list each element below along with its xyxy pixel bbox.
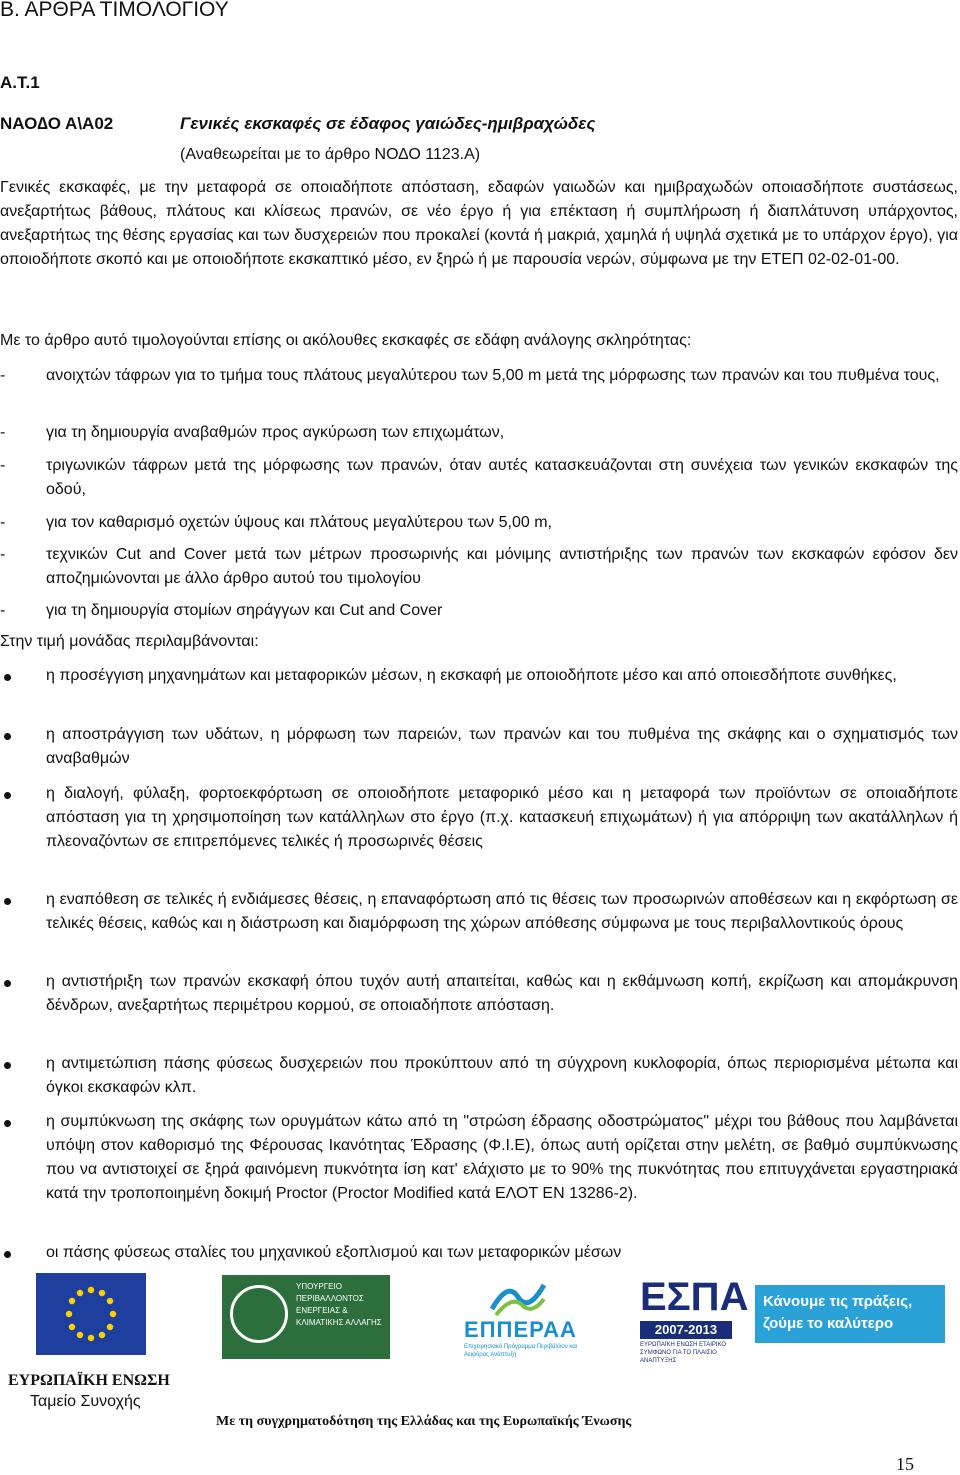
bullet-item — [0, 970, 958, 1018]
list-item — [0, 599, 958, 623]
bullet-item — [0, 1052, 958, 1100]
section-title: Β. ΑΡΘΡΑ ΤΙΜΟΛΟΓΙΟΥ — [0, 0, 229, 21]
bullet-item — [0, 1241, 958, 1265]
eperaa-sub: Επιχειρησιακό Πρόγραμμα Περιβάλλον και Αειφόρος Ανάπτυξη — [464, 1344, 578, 1358]
included-heading: Στην τιμή μονάδας περιλαμβάνονται: — [0, 633, 259, 650]
bullet-text: η αντιστήριξη των πρανών εκσκαφή όπου τυχόν αυτή απαιτείται, καθώς και η εκθάμνωση κοπή, εκρίζωση και απομάκρυνση δένδρων, ανεξαρτήτως περιμέτρου κορμού, σε οποιαδήποτε απόσταση. — [46, 973, 958, 1014]
bullet-icon — [4, 980, 11, 987]
cofund-text: Με τη συγχρηματοδότηση της Ελλάδας και της Ευρωπαϊκής Ένωσης — [216, 1414, 632, 1429]
bullet-icon — [4, 674, 11, 681]
espa-years: 2007-2013 — [640, 1321, 732, 1339]
list-item-text: τεχνικών Cut and Cover μετά των μέτρων προσωρινής και μόνιμης αντιστήριξης των πρανών των εκσκαφών εφόσον δεν αποζημιώνονται με άλλο άρθρο αυτού του τιμολογίου — [46, 546, 958, 587]
list-item-text: για τον καθαρισμό οχετών ύψους και πλάτους μεγαλύτερου των 5,00 m, — [46, 514, 552, 531]
page-number: 15 — [896, 1454, 914, 1474]
eu-flag-logo — [36, 1273, 146, 1355]
ministry-emblem-icon — [230, 1285, 288, 1343]
bullet-icon — [4, 792, 11, 799]
bullet-text: οι πάσης φύσεως σταλίες του μηχανικού εξοπλισμού και των μεταφορικών μέσων — [46, 1244, 622, 1261]
list-item-text: τριγωνικών τάφρων μετά της μόρφωσης των πρανών, όταν αυτές κατασκευάζονται στη συνέχεια των γενικών εκσκαφών της οδού, — [46, 457, 958, 498]
dash-marker: - — [0, 602, 6, 619]
bullet-icon — [4, 733, 11, 740]
ministry-text: ΥΠΟΥΡΓΕΙΟ ΠΕΡΙΒΑΛΛΟΝΤΟΣ ΕΝΕΡΓΕΙΑΣ & ΚΛΙΜΑΤΙΚΗΣ ΑΛΛΑΓΗΣ — [296, 1282, 382, 1327]
bullet-item — [0, 1110, 958, 1206]
article-title: Γενικές εκσκαφές σε έδαφος γαιώδες-ημιβραχώδες — [180, 114, 596, 133]
bullet-text: η αποστράγγιση των υδάτων, η μόρφωση των παρειών, των πρανών και του πυθμένα της σκάφης και ο σχηματισμός των αναβαθμών — [46, 726, 958, 767]
bullet-item — [0, 782, 958, 854]
dash-marker: - — [0, 457, 6, 474]
ministry-logo — [222, 1275, 390, 1359]
bullet-item — [0, 888, 958, 936]
bullet-text: η συμπύκνωση της σκάφης των ορυγμάτων κάτω από τη "στρώση έδρασης οδοστρώματος" μέχρι του βάθους που λαμβάνεται υπόψη στον καθορισμό της Φέρουσας Ικανότητας Έδρασης (Φ.Ι.Ε), όπως αυτή ορίζεται στην μελέτη, σε βαθμό συμπύκνωσης που να αντιστοιχεί σε ξηρά φαινόμενη πυκνότητα ίση κατ' ελάχιστο με το 90% της πυκνότητας που επιτυγχάνεται εργαστηριακά κατά την τροποποιημένη δοκιμή Proctor (Proctor Modified κατά ΕΛΟΤ ΕΝ 13286-2). — [46, 1113, 958, 1202]
eperaa-symbol-icon — [488, 1277, 548, 1317]
eperaa-name: ΕΠΠΕΡΑΑ — [464, 1317, 577, 1342]
dash-marker: - — [0, 546, 6, 563]
list-item — [0, 421, 958, 445]
dash-marker: - — [0, 514, 6, 531]
article-note: (Αναθεωρείται με το άρθρο ΝΟ∆Ο 1123.Α) — [180, 146, 481, 163]
bullet-icon — [4, 1120, 11, 1127]
list-item — [0, 511, 958, 535]
bullet-text: η αντιμετώπιση πάσης φύσεως δυσχερειών που προκύπτουν από τη σύγχρονη κυκλοφορία, όπως περιορισμένα μέτωπα και όγκοι εκσκαφών κλπ. — [46, 1055, 958, 1096]
list-item — [0, 543, 958, 591]
eu-stars-icon — [36, 1273, 146, 1355]
list-item-text: για τη δημιουργία αναβαθμών προς αγκύρωση των επιχωμάτων, — [46, 424, 505, 441]
espa-name: ΕΣΠΑ — [640, 1275, 749, 1319]
eperaa-logo — [460, 1275, 590, 1359]
bullet-icon — [4, 898, 11, 905]
bullet-text: η προσέγγιση μηχανημάτων και μεταφορικών μέσων, η εκσκαφή με οποιοδήποτε μέσο και από οποιεσδήποτε συνθήκες, — [46, 667, 897, 684]
bullet-text: η εναπόθεση σε τελικές ή ενδιάμεσες θέσεις, η επαναφόρτωση από τις θέσεις των προσωρινών αποθέσεων και η εκφόρτωση σε τελικές θέσεις, καθώς και η διάστρωση και διαμόρφωση της χώρων απόθεσης σύμφωνα με τους περιβαλλοντικούς όρους — [46, 891, 958, 932]
eu-name: ΕΥΡΩΠΑΪΚΗ ΕΝΩΣΗ — [8, 1372, 170, 1389]
espa-logo — [618, 1275, 749, 1364]
intro-paragraph: Γενικές εκσκαφές, με την μεταφορά σε οποιαδήποτε απόσταση, εδαφών γαιωδών και ημιβραχωδών οποιασδήποτε συστάσεως, ανεξαρτήτως βάθους, πλάτους και κλίσεως πρανών, σε νέο έργο ή για επέκταση ή συμπλήρωση ή διαπλάτυνση υπάρχοντος, ανεξαρτήτως της θέσης εργασίας και των δυσχερειών που προκαλεί (κοντά ή μακριά, χαμηλά ή υψηλά σχετικά με το υπάρχον έργο), για οποιοδήποτε σκοπό και με οποιοδήποτε εκσκαπτικό μέσο, εν ξηρώ ή με παρουσία νερών, σύμφωνα με την ΕΤΕΠ 02-02-01-00. — [0, 179, 958, 268]
list-item-text: ανοιχτών τάφρων για το τμήμα τους πλάτους μεγαλύτερου των 5,00 m μετά της μόρφωσης των πρανών και του πυθμένα τους, — [46, 367, 940, 384]
bullet-item — [0, 723, 958, 771]
espa-tag: ΕΥΡΩΠΑΪΚΗ ΕΝΩΣΗ ΕΤΑΙΡΙΚΟ ΣΥΜΦΩΝΟ ΓΙΑ ΤΟ ΠΛΑΙΣΙΟ ΑΝΑΠΤΥΞΗΣ — [640, 1342, 727, 1364]
list-item-text: για τη δημιουργία στομίων σηράγγων και Cut and Cover — [46, 602, 443, 619]
bullet-icon — [4, 1062, 11, 1069]
slogan-line-1: Κάνουμε τις πράξεις, — [763, 1293, 913, 1310]
dash-marker: - — [0, 424, 6, 441]
at-number: Α.Τ.1 — [0, 73, 40, 92]
article-code: ΝΑΟ∆Ο Α\Α02 — [0, 114, 114, 133]
bullet-item — [0, 664, 958, 688]
dash-marker: - — [0, 367, 6, 384]
eu-fund: Ταμείο Συνοχής — [30, 1393, 141, 1410]
bullet-icon — [4, 1251, 11, 1258]
list-item — [0, 364, 958, 388]
also-paragraph: Με το άρθρο αυτό τιμολογούνται επίσης οι ακόλουθες εκσκαφές σε εδάφη ανάλογης σκληρότητας: — [0, 332, 692, 349]
bullet-text: η διαλογή, φύλαξη, φορτοεκφόρτωση σε οποιοδήποτε μεταφορικό μέσο και η μεταφορά των προϊόντων σε οποιαδήποτε απόσταση για τη χρησιμοποίηση των κατάλληλων στο έργο (π.χ. κατασκευή επιχωμάτων) ή για απόρριψη των ακατάλληλων ή πλεοναζόντων σε επιτρεπόμενες τελικές ή προσωρινές θέσεις — [46, 785, 958, 850]
slogan-line-2: ζούμε το καλύτερο — [763, 1315, 894, 1332]
list-item — [0, 454, 958, 502]
slogan-logo — [755, 1285, 945, 1343]
